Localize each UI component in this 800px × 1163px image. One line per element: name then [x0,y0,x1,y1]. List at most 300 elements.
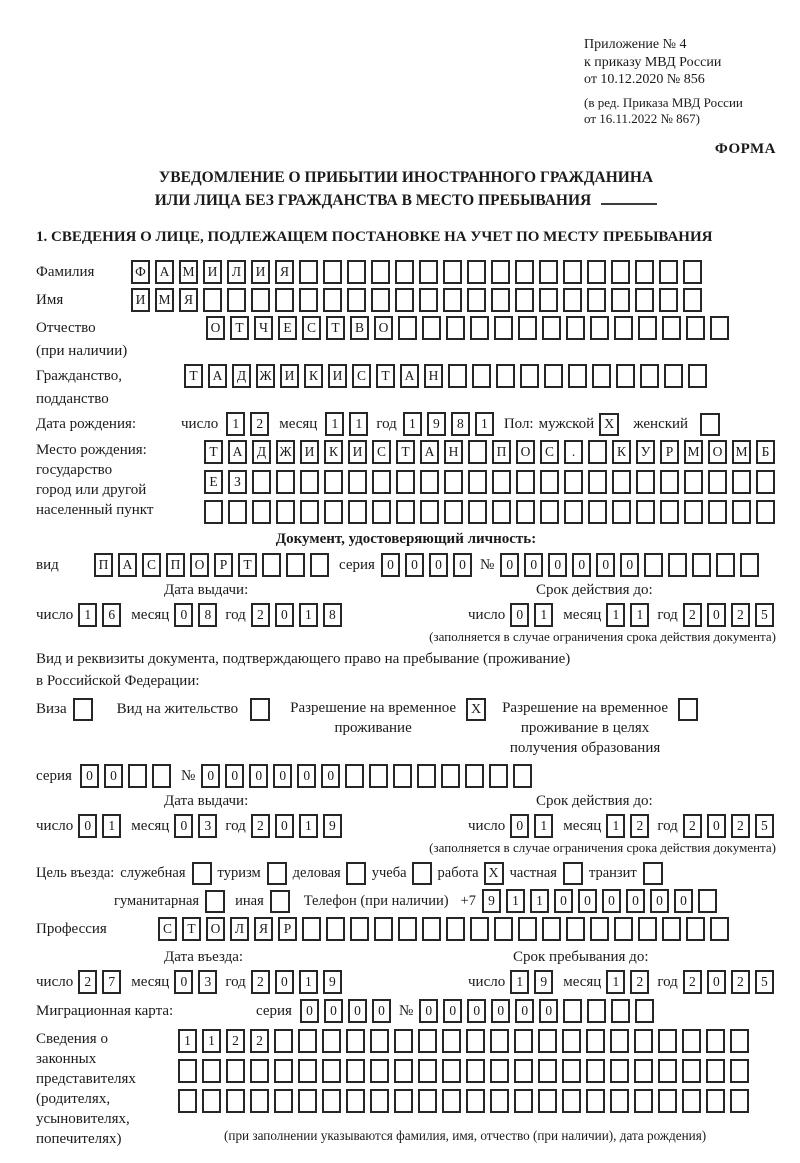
char-cell[interactable]: 0 [602,889,621,913]
char-cell[interactable]: Р [214,553,233,577]
char-cell[interactable] [441,764,460,788]
char-cell[interactable]: 0 [275,814,294,838]
purpose-other-checkbox[interactable] [270,890,290,913]
char-cell[interactable] [468,470,487,494]
char-cell[interactable] [562,1089,581,1113]
char-cell[interactable]: 0 [572,553,591,577]
char-cell[interactable] [370,1059,389,1083]
char-cell[interactable]: 2 [251,814,270,838]
char-cell[interactable] [310,553,329,577]
char-cell[interactable]: 0 [453,553,472,577]
char-cell[interactable] [250,1059,269,1083]
char-cell[interactable] [710,316,729,340]
char-cell[interactable]: 2 [630,814,649,838]
char-cell[interactable] [444,500,463,524]
char-cell[interactable] [611,999,630,1023]
char-cell[interactable]: 0 [381,553,400,577]
char-cell[interactable]: 0 [174,603,193,627]
char-cell[interactable]: 2 [683,970,702,994]
char-cell[interactable] [634,1029,653,1053]
char-cell[interactable] [472,364,491,388]
char-cell[interactable] [562,1029,581,1053]
char-cell[interactable] [659,288,678,312]
char-cell[interactable] [443,260,462,284]
char-cell[interactable]: Д [232,364,251,388]
char-cell[interactable] [514,1059,533,1083]
char-cell[interactable]: О [206,316,225,340]
char-cell[interactable] [516,500,535,524]
char-cell[interactable] [616,364,635,388]
char-cell[interactable] [227,288,246,312]
char-cell[interactable]: 0 [707,603,726,627]
char-cell[interactable] [443,288,462,312]
char-cell[interactable] [612,470,631,494]
char-cell[interactable] [262,553,281,577]
char-cell[interactable]: К [304,364,323,388]
char-cell[interactable]: 1 [475,412,494,436]
char-cell[interactable] [394,1059,413,1083]
char-cell[interactable] [394,1029,413,1053]
char-cell[interactable] [448,364,467,388]
char-cell[interactable]: 9 [534,970,553,994]
char-cell[interactable] [370,1089,389,1113]
char-cell[interactable] [540,470,559,494]
char-cell[interactable] [348,470,367,494]
char-cell[interactable] [299,288,318,312]
char-cell[interactable] [563,260,582,284]
char-cell[interactable]: 2 [683,603,702,627]
char-cell[interactable] [686,917,705,941]
char-cell[interactable] [562,1059,581,1083]
char-cell[interactable] [515,260,534,284]
char-cell[interactable]: О [190,553,209,577]
char-cell[interactable] [370,1029,389,1053]
char-cell[interactable] [682,1089,701,1113]
char-cell[interactable] [152,764,171,788]
char-cell[interactable] [422,917,441,941]
char-cell[interactable]: 0 [225,764,244,788]
char-cell[interactable] [542,917,561,941]
char-cell[interactable] [636,470,655,494]
char-cell[interactable]: М [684,440,703,464]
char-cell[interactable] [467,260,486,284]
char-cell[interactable] [634,1089,653,1113]
char-cell[interactable] [417,764,436,788]
sex-male-checkbox[interactable]: X [599,413,619,436]
char-cell[interactable]: Ж [276,440,295,464]
char-cell[interactable]: 0 [405,553,424,577]
char-cell[interactable]: 0 [429,553,448,577]
char-cell[interactable] [732,470,751,494]
char-cell[interactable]: Л [227,260,246,284]
char-cell[interactable]: Т [204,440,223,464]
char-cell[interactable]: 0 [372,999,391,1023]
char-cell[interactable] [395,260,414,284]
char-cell[interactable] [682,1059,701,1083]
char-cell[interactable]: А [155,260,174,284]
char-cell[interactable]: У [636,440,655,464]
char-cell[interactable]: 1 [178,1029,197,1053]
char-cell[interactable] [442,1059,461,1083]
char-cell[interactable] [420,470,439,494]
char-cell[interactable] [298,1059,317,1083]
char-cell[interactable]: А [118,553,137,577]
char-cell[interactable]: 0 [626,889,645,913]
char-cell[interactable] [347,288,366,312]
char-cell[interactable]: 0 [443,999,462,1023]
char-cell[interactable]: 0 [201,764,220,788]
char-cell[interactable]: Я [179,288,198,312]
char-cell[interactable]: 1 [299,814,318,838]
char-cell[interactable] [372,500,391,524]
char-cell[interactable]: 1 [606,970,625,994]
char-cell[interactable] [664,364,683,388]
char-cell[interactable]: . [564,440,583,464]
char-cell[interactable] [542,316,561,340]
char-cell[interactable]: 1 [403,412,422,436]
char-cell[interactable] [322,1059,341,1083]
char-cell[interactable] [465,764,484,788]
char-cell[interactable] [496,364,515,388]
char-cell[interactable] [684,500,703,524]
char-cell[interactable] [418,1029,437,1053]
temp-residence-edu-checkbox[interactable] [678,698,698,721]
char-cell[interactable] [345,764,364,788]
char-cell[interactable]: С [540,440,559,464]
char-cell[interactable]: П [492,440,511,464]
char-cell[interactable] [347,260,366,284]
char-cell[interactable]: Т [184,364,203,388]
char-cell[interactable]: 2 [683,814,702,838]
char-cell[interactable]: 5 [755,970,774,994]
char-cell[interactable] [662,316,681,340]
char-cell[interactable]: 8 [323,603,342,627]
char-cell[interactable] [274,1089,293,1113]
char-cell[interactable]: Т [230,316,249,340]
char-cell[interactable] [322,1089,341,1113]
char-cell[interactable]: 1 [534,603,553,627]
char-cell[interactable]: Н [424,364,443,388]
char-cell[interactable]: 0 [104,764,123,788]
char-cell[interactable]: С [158,917,177,941]
char-cell[interactable] [636,500,655,524]
char-cell[interactable] [658,1059,677,1083]
char-cell[interactable] [518,316,537,340]
char-cell[interactable] [539,288,558,312]
char-cell[interactable] [586,1029,605,1053]
char-cell[interactable] [418,1089,437,1113]
char-cell[interactable]: 2 [226,1029,245,1053]
char-cell[interactable] [446,316,465,340]
char-cell[interactable]: 2 [731,970,750,994]
purpose-official-checkbox[interactable] [192,862,212,885]
char-cell[interactable]: 1 [299,970,318,994]
char-cell[interactable]: 0 [78,814,97,838]
char-cell[interactable] [563,999,582,1023]
char-cell[interactable]: М [179,260,198,284]
char-cell[interactable]: О [516,440,535,464]
char-cell[interactable] [398,917,417,941]
char-cell[interactable] [634,1059,653,1083]
char-cell[interactable]: И [328,364,347,388]
char-cell[interactable]: 0 [80,764,99,788]
char-cell[interactable]: 3 [198,970,217,994]
char-cell[interactable]: Ж [256,364,275,388]
char-cell[interactable] [587,288,606,312]
char-cell[interactable] [394,1089,413,1113]
char-cell[interactable] [226,1089,245,1113]
char-cell[interactable] [659,260,678,284]
char-cell[interactable] [371,260,390,284]
char-cell[interactable] [323,288,342,312]
char-cell[interactable] [540,500,559,524]
char-cell[interactable] [756,470,775,494]
char-cell[interactable] [326,917,345,941]
purpose-humanitarian-checkbox[interactable] [205,890,225,913]
char-cell[interactable]: К [612,440,631,464]
char-cell[interactable]: 0 [249,764,268,788]
char-cell[interactable]: С [352,364,371,388]
char-cell[interactable] [276,500,295,524]
char-cell[interactable] [513,764,532,788]
char-cell[interactable] [204,500,223,524]
char-cell[interactable] [446,917,465,941]
char-cell[interactable] [566,917,585,941]
char-cell[interactable] [660,470,679,494]
char-cell[interactable]: Е [204,470,223,494]
char-cell[interactable]: О [708,440,727,464]
char-cell[interactable]: 0 [674,889,693,913]
char-cell[interactable] [226,1059,245,1083]
char-cell[interactable] [275,288,294,312]
char-cell[interactable] [644,553,663,577]
char-cell[interactable] [611,260,630,284]
char-cell[interactable]: П [166,553,185,577]
char-cell[interactable]: 0 [324,999,343,1023]
char-cell[interactable] [660,500,679,524]
visa-checkbox[interactable] [73,698,93,721]
char-cell[interactable]: Я [275,260,294,284]
char-cell[interactable]: 0 [707,970,726,994]
char-cell[interactable] [252,500,271,524]
char-cell[interactable]: Я [254,917,273,941]
char-cell[interactable] [490,1059,509,1083]
char-cell[interactable]: 0 [596,553,615,577]
char-cell[interactable] [202,1059,221,1083]
char-cell[interactable]: 2 [251,603,270,627]
char-cell[interactable]: 0 [275,603,294,627]
char-cell[interactable]: 6 [102,603,121,627]
char-cell[interactable] [518,917,537,941]
char-cell[interactable] [682,1029,701,1053]
char-cell[interactable] [489,764,508,788]
char-cell[interactable]: 0 [300,999,319,1023]
char-cell[interactable] [708,470,727,494]
char-cell[interactable] [466,1029,485,1053]
char-cell[interactable]: И [348,440,367,464]
char-cell[interactable] [490,1029,509,1053]
char-cell[interactable]: 1 [606,603,625,627]
char-cell[interactable] [514,1089,533,1113]
char-cell[interactable]: С [302,316,321,340]
char-cell[interactable]: Ф [131,260,150,284]
char-cell[interactable] [494,316,513,340]
char-cell[interactable]: О [206,917,225,941]
char-cell[interactable]: 0 [297,764,316,788]
char-cell[interactable]: 1 [102,814,121,838]
char-cell[interactable] [564,470,583,494]
char-cell[interactable] [203,288,222,312]
char-cell[interactable]: Н [444,440,463,464]
char-cell[interactable] [514,1029,533,1053]
char-cell[interactable] [539,260,558,284]
char-cell[interactable] [520,364,539,388]
char-cell[interactable]: М [732,440,751,464]
char-cell[interactable] [710,917,729,941]
sex-female-checkbox[interactable] [700,413,720,436]
char-cell[interactable]: Д [252,440,271,464]
char-cell[interactable] [298,1029,317,1053]
char-cell[interactable] [396,500,415,524]
char-cell[interactable]: И [251,260,270,284]
char-cell[interactable] [442,1089,461,1113]
char-cell[interactable] [491,260,510,284]
char-cell[interactable] [590,316,609,340]
char-cell[interactable]: А [208,364,227,388]
char-cell[interactable]: Е [278,316,297,340]
char-cell[interactable] [706,1029,725,1053]
char-cell[interactable] [276,470,295,494]
char-cell[interactable] [684,470,703,494]
char-cell[interactable] [490,1089,509,1113]
char-cell[interactable]: 0 [348,999,367,1023]
char-cell[interactable] [492,500,511,524]
char-cell[interactable] [346,1089,365,1113]
char-cell[interactable]: 2 [250,1029,269,1053]
char-cell[interactable] [468,500,487,524]
char-cell[interactable]: 2 [78,970,97,994]
char-cell[interactable]: С [372,440,391,464]
char-cell[interactable]: Т [182,917,201,941]
char-cell[interactable]: 1 [606,814,625,838]
char-cell[interactable] [494,917,513,941]
char-cell[interactable]: О [374,316,393,340]
char-cell[interactable] [614,917,633,941]
char-cell[interactable] [635,260,654,284]
char-cell[interactable] [350,917,369,941]
char-cell[interactable] [398,316,417,340]
char-cell[interactable] [322,1029,341,1053]
char-cell[interactable] [587,260,606,284]
purpose-study-checkbox[interactable] [412,862,432,885]
char-cell[interactable] [610,1059,629,1083]
char-cell[interactable] [466,1089,485,1113]
char-cell[interactable] [658,1089,677,1113]
char-cell[interactable]: 8 [198,603,217,627]
char-cell[interactable]: 0 [419,999,438,1023]
char-cell[interactable] [419,288,438,312]
char-cell[interactable]: З [228,470,247,494]
char-cell[interactable]: 8 [451,412,470,436]
char-cell[interactable] [658,1029,677,1053]
char-cell[interactable]: 2 [731,603,750,627]
char-cell[interactable]: 0 [510,603,529,627]
char-cell[interactable] [588,500,607,524]
char-cell[interactable] [544,364,563,388]
char-cell[interactable]: В [350,316,369,340]
char-cell[interactable] [286,553,305,577]
char-cell[interactable] [202,1089,221,1113]
char-cell[interactable]: Т [396,440,415,464]
char-cell[interactable] [592,364,611,388]
char-cell[interactable] [692,553,711,577]
char-cell[interactable] [470,316,489,340]
char-cell[interactable] [128,764,147,788]
char-cell[interactable] [300,500,319,524]
char-cell[interactable]: 9 [323,970,342,994]
char-cell[interactable]: Р [660,440,679,464]
char-cell[interactable] [274,1059,293,1083]
residence-permit-checkbox[interactable] [250,698,270,721]
char-cell[interactable] [587,999,606,1023]
char-cell[interactable] [178,1089,197,1113]
char-cell[interactable]: 1 [530,889,549,913]
char-cell[interactable] [612,500,631,524]
char-cell[interactable] [686,316,705,340]
char-cell[interactable] [371,288,390,312]
char-cell[interactable] [228,500,247,524]
char-cell[interactable]: 7 [102,970,121,994]
char-cell[interactable] [470,917,489,941]
char-cell[interactable]: 0 [515,999,534,1023]
char-cell[interactable]: 1 [349,412,368,436]
char-cell[interactable] [588,440,607,464]
char-cell[interactable]: 0 [510,814,529,838]
char-cell[interactable] [740,553,759,577]
char-cell[interactable]: 0 [174,814,193,838]
char-cell[interactable]: 0 [321,764,340,788]
char-cell[interactable]: 5 [755,814,774,838]
char-cell[interactable] [538,1059,557,1083]
char-cell[interactable] [638,917,657,941]
char-cell[interactable] [708,500,727,524]
char-cell[interactable] [491,288,510,312]
char-cell[interactable]: 0 [275,970,294,994]
purpose-business-checkbox[interactable] [346,862,366,885]
char-cell[interactable] [668,553,687,577]
char-cell[interactable] [706,1059,725,1083]
char-cell[interactable]: 0 [620,553,639,577]
char-cell[interactable] [683,288,702,312]
char-cell[interactable]: 0 [539,999,558,1023]
char-cell[interactable]: А [228,440,247,464]
char-cell[interactable] [302,917,321,941]
char-cell[interactable]: М [155,288,174,312]
char-cell[interactable]: Т [326,316,345,340]
char-cell[interactable] [611,288,630,312]
char-cell[interactable] [662,917,681,941]
char-cell[interactable] [568,364,587,388]
temp-residence-checkbox[interactable]: X [466,698,486,721]
char-cell[interactable]: 9 [482,889,501,913]
char-cell[interactable] [564,500,583,524]
char-cell[interactable] [323,260,342,284]
char-cell[interactable] [348,500,367,524]
char-cell[interactable] [466,1059,485,1083]
char-cell[interactable] [538,1029,557,1053]
char-cell[interactable] [590,917,609,941]
char-cell[interactable] [442,1029,461,1053]
